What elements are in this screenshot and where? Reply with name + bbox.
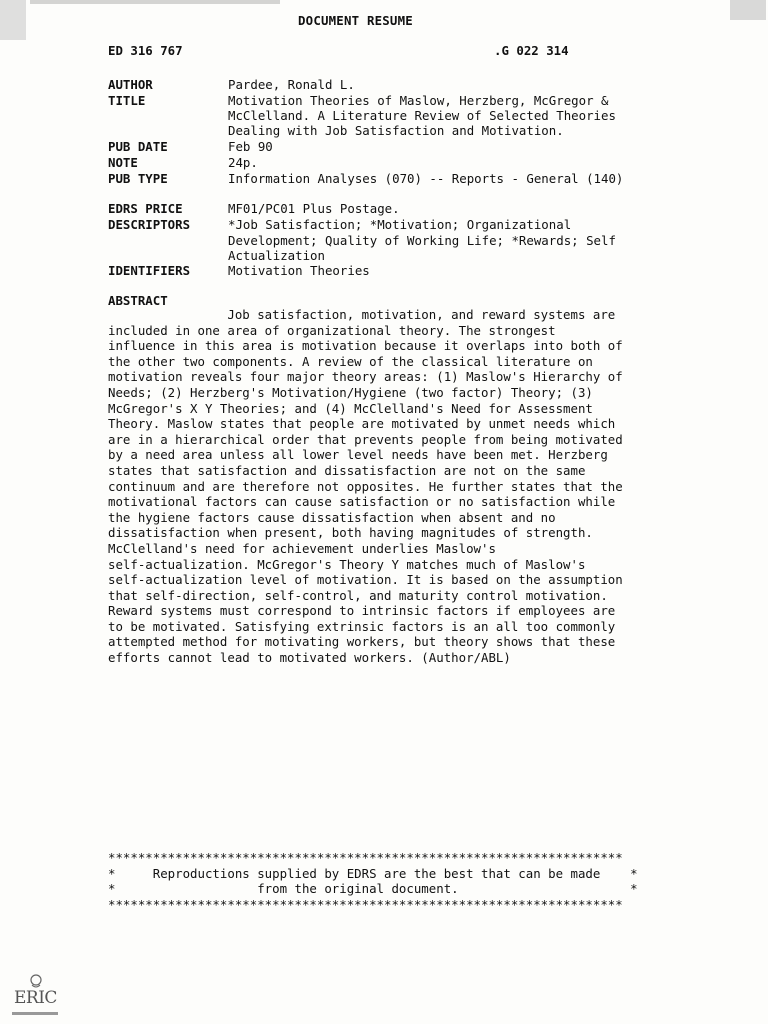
- document-resume-title: DOCUMENT RESUME: [298, 13, 413, 28]
- scan-noise-top-left: [30, 0, 280, 4]
- abstract-line: dissatisfaction when present, both having magnitudes of strength.: [108, 525, 593, 541]
- field-label-descriptors: DESCRIPTORS: [108, 217, 191, 232]
- field-label-edrs-price: EDRS PRICE: [108, 201, 183, 216]
- field-label-pub-date: PUB DATE: [108, 139, 168, 154]
- abstract-body: [108, 307, 623, 666]
- abstract-line: by a need area unless all lower level needs have been met. Herzberg: [108, 447, 608, 463]
- abstract-label: ABSTRACT: [108, 293, 168, 308]
- notice-line: * from the original document. *: [108, 881, 638, 896]
- field-label-note: NOTE: [108, 155, 138, 170]
- field-value-note: 24p.: [228, 155, 258, 170]
- abstract-line: included in one area of organizational theory. The strongest: [108, 322, 556, 338]
- abstract-line: self-actualization level of motivation. It is based on the assumption: [108, 572, 623, 588]
- scan-noise-top-right: [730, 0, 766, 20]
- field-value-title-line: Dealing with Job Satisfaction and Motivation.: [228, 123, 564, 138]
- field-value-descriptors-line: Development; Quality of Working Life; *Rewards; Self: [228, 233, 616, 248]
- field-value-descriptors-line: *Job Satisfaction; *Motivation; Organizational: [228, 217, 572, 232]
- abstract-line: that self-direction, self-control, and maturity control motivation.: [108, 587, 608, 603]
- field-value-edrs-price: MF01/PC01 Plus Postage.: [228, 201, 400, 216]
- field-value-descriptors-line: Actualization: [228, 248, 325, 263]
- field-value-author: Pardee, Ronald L.: [228, 77, 355, 92]
- abstract-line: to be motivated. Satisfying extrinsic factors is an all too commonly: [108, 618, 616, 634]
- field-label-title: TITLE: [108, 93, 146, 108]
- abstract-line: continuum and are therefore not opposites. He further states that the: [108, 478, 623, 494]
- reproduction-notice: [108, 850, 638, 912]
- abstract-line: McClelland's need for achievement underlies Maslow's: [108, 540, 496, 556]
- abstract-line: Job satisfaction, motivation, and reward systems are: [108, 307, 616, 322]
- field-value-identifiers: Motivation Theories: [228, 263, 370, 278]
- field-label-identifiers: IDENTIFIERS: [108, 263, 191, 278]
- field-value-title-line: Motivation Theories of Maslow, Herzberg, McGregor &: [228, 93, 609, 108]
- notice-border-top: *********************************************************************: [108, 850, 623, 865]
- abstract-line: the other two components. A review of the classical literature on: [108, 353, 593, 369]
- notice-border-bottom: *********************************************************************: [108, 896, 623, 912]
- scan-noise-left-edge: [0, 0, 26, 40]
- abstract-line: Reward systems must correspond to intrinsic factors if employees are: [108, 603, 616, 619]
- abstract-line: Theory. Maslow states that people are motivated by unmet needs which: [108, 416, 616, 432]
- abstract-line: states that satisfaction and dissatisfaction are not on the same: [108, 462, 586, 478]
- abstract-line: McGregor's X Y Theories; and (4) McClelland's Need for Assessment: [108, 400, 593, 416]
- field-label-pub-type: PUB TYPE: [108, 171, 168, 186]
- abstract-line: motivation reveals four major theory areas: (1) Maslow's Hierarchy of: [108, 369, 623, 385]
- abstract-line: Needs; (2) Herzberg's Motivation/Hygiene (two factor) Theory; (3): [108, 384, 593, 400]
- abstract-line: the hygiene factors cause dissatisfaction when absent and no: [108, 509, 556, 525]
- field-value-title-line: McClelland. A Literature Review of Selected Theories: [228, 108, 616, 123]
- abstract-line: attempted method for motivating workers, but theory shows that these: [108, 634, 616, 650]
- eric-logo-text: ERIC: [14, 988, 57, 1008]
- abstract-line: influence in this area is motivation because it overlaps into both of: [108, 338, 623, 354]
- notice-line: * Reproductions supplied by EDRS are the best that can be made *: [108, 865, 638, 881]
- field-value-pub-date: Feb 90: [228, 139, 273, 154]
- ed-number: ED 316 767: [108, 43, 183, 58]
- abstract-line: efforts cannot lead to motivated workers. (Author/ABL): [108, 650, 511, 666]
- field-label-author: AUTHOR: [108, 77, 153, 92]
- abstract-line: motivational factors can cause satisfaction or no satisfaction while: [108, 494, 616, 510]
- field-value-pub-type: Information Analyses (070) -- Reports - General (140): [228, 171, 624, 186]
- abstract-line: self-actualization. McGregor's Theory Y matches much of Maslow's: [108, 556, 586, 572]
- clearinghouse-number: .G 022 314: [494, 43, 569, 58]
- abstract-line: are in a hierarchical order that prevents people from being motivated: [108, 431, 623, 447]
